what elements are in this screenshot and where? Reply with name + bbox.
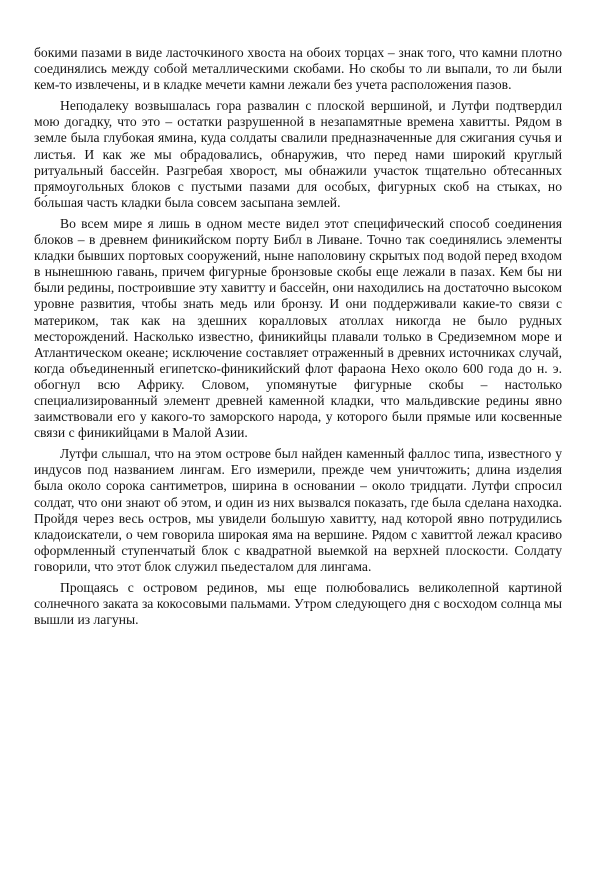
paragraph-lingam: Лутфи слышал, что на этом острове был найден каменный фаллос типа, известного у индусов под названием лингам. Его измерили, прежде чем уничтожить; длина изделия была около сорока сантиметров, ширина в основании – около тридцати. Лутфи спросил солдат, что они знают об этом, и один из них вызвался показать, где была сделана находка. Пройдя через весь остров, мы увидели большую хавитту, над которой явно потрудились кладоискатели, о чем говорила широкая яма на вершине. Рядом с хавиттой лежал красиво оформленный ступенчатый блок с квадратной выемкой на верхней плоскости. Солдату говорили, что этот блок служил пьедесталом для лингама. bbox=[34, 446, 562, 574]
body-text bbox=[34, 45, 562, 633]
paragraph-continuation: бокими пазами в виде ласточкиного хвоста на обоих торцах – знак того, что камни плотно соединялись между собой металлическими скобами. Но скобы то ли выпали, то ли были кем-то извлечены, и в кладке мечети камни лежали без учета расположения пазов. bbox=[34, 45, 562, 93]
paragraph-farewell: Прощаясь с островом рединов, мы еще полюбовались великолепной картиной солнечного заката за кокосовыми пальмами. Утром следующего дня с восходом солнца мы вышли из лагуны. bbox=[34, 580, 562, 628]
paragraph-byblos: Во всем мире я лишь в одном месте видел этот специфический способ соединения блоков – в древнем финикийском порту Библ в Ливане. Точно так соединялись элементы кладки бывших портовых сооружений, ныне наполовину скрытых под водой перед входом в нынешнюю гавань, причем фигурные бронзовые скобы еще лежали в пазах. Кем бы ни были редины, построившие эту хавитту и бассейн, они находились на достаточно высоком уровне развития, чтобы знать медь или бронзу. И они поддерживали какие-то связи с материком, так как на здешних коралловых атоллах никогда не было рудных месторождений. Насколько известно, финикийцы плавали только в Средиземном море и Атлантическом океане; исключение составляет отраженный в древних источниках случай, когда объединенный египетско-финикийский флот фараона Нехо около 600 года до н. э. обогнул всю Африку. Словом, упомянутые фигурные скобы – настолько специализированный элемент древней каменной кладки, что мальдивские редины явно заимствовали его у какого-то заморского народа, у которого были прямые или косвенные связи с финикийцами в Малой Азии. bbox=[34, 215, 562, 441]
paragraph-ruins: Неподалеку возвышалась гора развалин с плоской вершиной, и Лутфи подтвердил мою догадку, что это – остатки разрушенной в незапамятные времена хавитты. Рядом в земле была глубокая ямина, куда солдаты свалили предназначенные для сжигания сучья и листья. И как же мы обрадовались, обнаружив, что перед нами широкий круглый ритуальный бассейн. Разгребая хворост, мы обнажили участок тщательно обтесанных прямоугольных блоков с пустыми пазами для особых, фигурных скоб на стыках, но бо́льшая часть кладки была совсем засыпана землей. bbox=[34, 98, 562, 210]
